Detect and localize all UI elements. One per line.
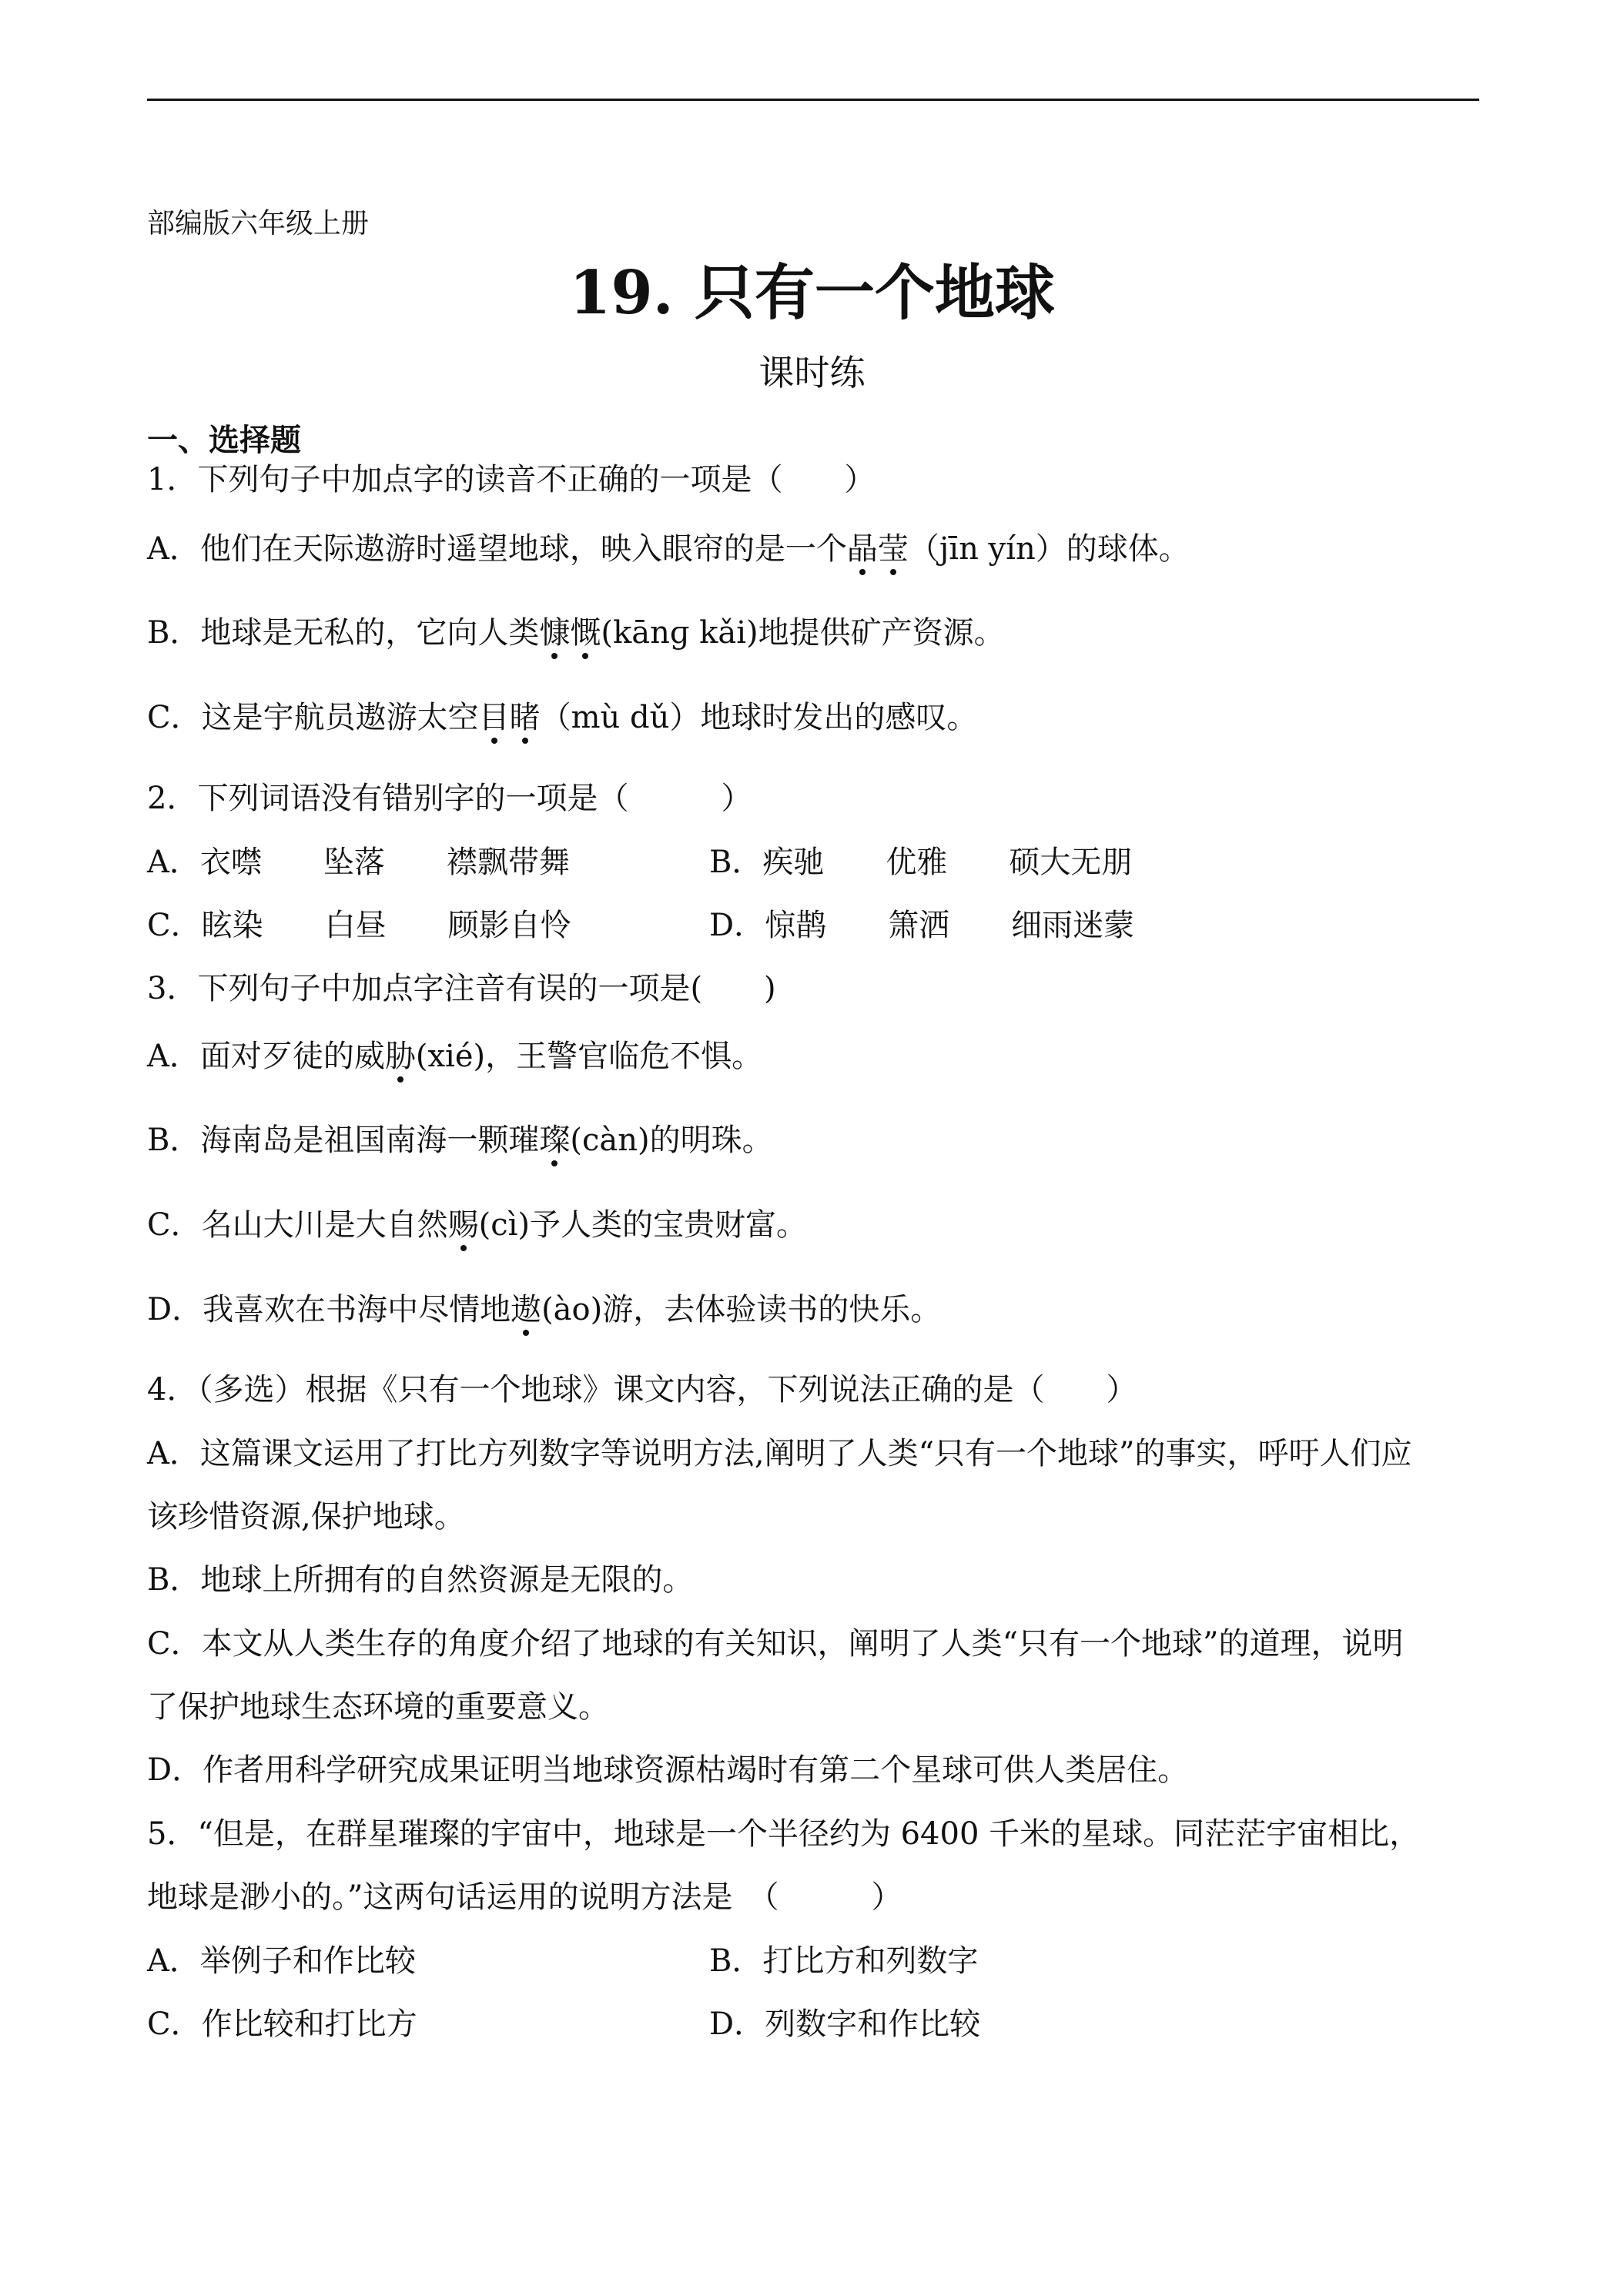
q1-option-a <box>147 531 1190 567</box>
q5-stem-line1: 5．“但是，在群星璀璨的宇宙中，地球是一个半径约为 6400 千米的星球。同茫茫宇宙相比， <box>147 1816 1421 1852</box>
q4-option-a-line2: 该珍惜资源,保护地球。 <box>147 1499 465 1535</box>
q5-option-a: A．举例子和作比较 <box>147 1943 416 1979</box>
q1-a-dotted-char-2: 莹 <box>877 531 909 567</box>
q3-b-text: B．海南岛是祖国南海一颗璀 <box>147 1123 540 1158</box>
q4-option-c-line1: C．本文从人类生存的角度介绍了地球的有关知识，阐明了人类“只有一个地球”的道理，说明 <box>147 1626 1404 1662</box>
q5-option-c: C．作比较和打比方 <box>147 2006 417 2042</box>
q1-c-pinyin: （mù dǔ）地球时发出的感叹。 <box>540 700 978 735</box>
q2-option-a: A．衣噤 坠落 襟飘带舞 <box>147 845 570 880</box>
q1-option-b <box>147 615 1005 651</box>
q1-stem: 1．下列句子中加点字的读音不正确的一项是（ ） <box>147 462 876 497</box>
header-rule <box>147 99 1479 101</box>
q4-option-b: B．地球上所拥有的自然资源是无限的。 <box>147 1562 694 1598</box>
q3-option-a <box>147 1041 762 1072</box>
q3-stem: 3．下列句子中加点字注音有误的一项是( ) <box>147 971 776 1006</box>
q2-option-d: D．惊鹊 箫洒 细雨迷蒙 <box>709 908 1135 943</box>
q3-option-c <box>147 1207 808 1243</box>
q1-option-c <box>147 702 977 733</box>
q1-b-dotted-char-2: 慨 <box>570 615 601 651</box>
q2-option-b: B．疾驰 优雅 硕大无朋 <box>709 845 1133 880</box>
q3-a-dotted-char: 胁 <box>384 1039 416 1074</box>
grade-label: 部编版六年级上册 <box>147 208 370 239</box>
q1-a-text: A．他们在天际遨游时遥望地球，映入眼帘的是一个 <box>147 531 847 567</box>
q1-b-text: B．地球是无私的，它向人类 <box>147 615 540 651</box>
section-heading-choice: 一、选择题 <box>147 422 301 458</box>
q2-stem: 2．下列词语没有错别字的一项是（ ） <box>147 781 752 816</box>
q1-c-dotted-char-2: 睹 <box>509 700 541 735</box>
q3-a-text: A．面对歹徒的威 <box>147 1039 385 1074</box>
q3-b-dotted-char: 璨 <box>539 1123 571 1158</box>
q3-c-dotted-char: 赐 <box>447 1207 479 1243</box>
q4-option-c-line2: 了保护地球生态环境的重要意义。 <box>147 1689 609 1725</box>
q3-option-d <box>147 1294 941 1325</box>
q3-c-rest: (cì)予人类的宝贵财富。 <box>478 1207 808 1243</box>
q1-c-text: C．这是宇航员遨游太空 <box>147 700 479 735</box>
q1-a-dotted-char-1: 晶 <box>846 531 878 567</box>
q2-option-c: C．眩染 白昼 顾影自怜 <box>147 908 571 943</box>
q5-stem-line2: 地球是渺小的。”这两句话运用的说明方法是 （ ） <box>147 1879 902 1915</box>
q4-option-d: D．作者用科学研究成果证明当地球资源枯竭时有第二个星球可供人类居住。 <box>147 1752 1189 1788</box>
q1-b-pinyin: (kānɡ kǎi)地提供矿产资源。 <box>601 615 1005 651</box>
q5-option-d: D．列数字和作比较 <box>709 2006 981 2042</box>
q3-option-b <box>147 1125 773 1156</box>
q4-option-a-line1: A．这篇课文运用了打比方列数字等说明方法,阐明了人类“只有一个地球”的事实，呼吁人们应 <box>147 1436 1412 1471</box>
q3-b-rest: (càn)的明珠。 <box>570 1123 773 1158</box>
q3-a-rest: (xié)，王警官临危不惧。 <box>415 1039 763 1074</box>
q4-stem: 4．（多选）根据《只有一个地球》课文内容，下列说法正确的是（ ） <box>147 1372 1137 1407</box>
q3-c-text: C．名山大川是大自然 <box>147 1207 448 1243</box>
q3-d-text: D．我喜欢在书海中尽情地 <box>147 1292 511 1327</box>
q5-option-b: B．打比方和列数字 <box>709 1943 979 1979</box>
q1-c-dotted-char-1: 目 <box>478 700 510 735</box>
page-title: 19. 只有一个地球 <box>569 258 1055 328</box>
q1-b-dotted-char-1: 慷 <box>539 615 571 651</box>
q3-d-dotted-char: 遨 <box>511 1292 542 1327</box>
q3-d-rest: (ào)游，去体验读书的快乐。 <box>541 1292 942 1327</box>
page-subtitle: 课时练 <box>758 352 866 393</box>
q1-a-pinyin: （jīn yín）的球体。 <box>908 531 1190 567</box>
